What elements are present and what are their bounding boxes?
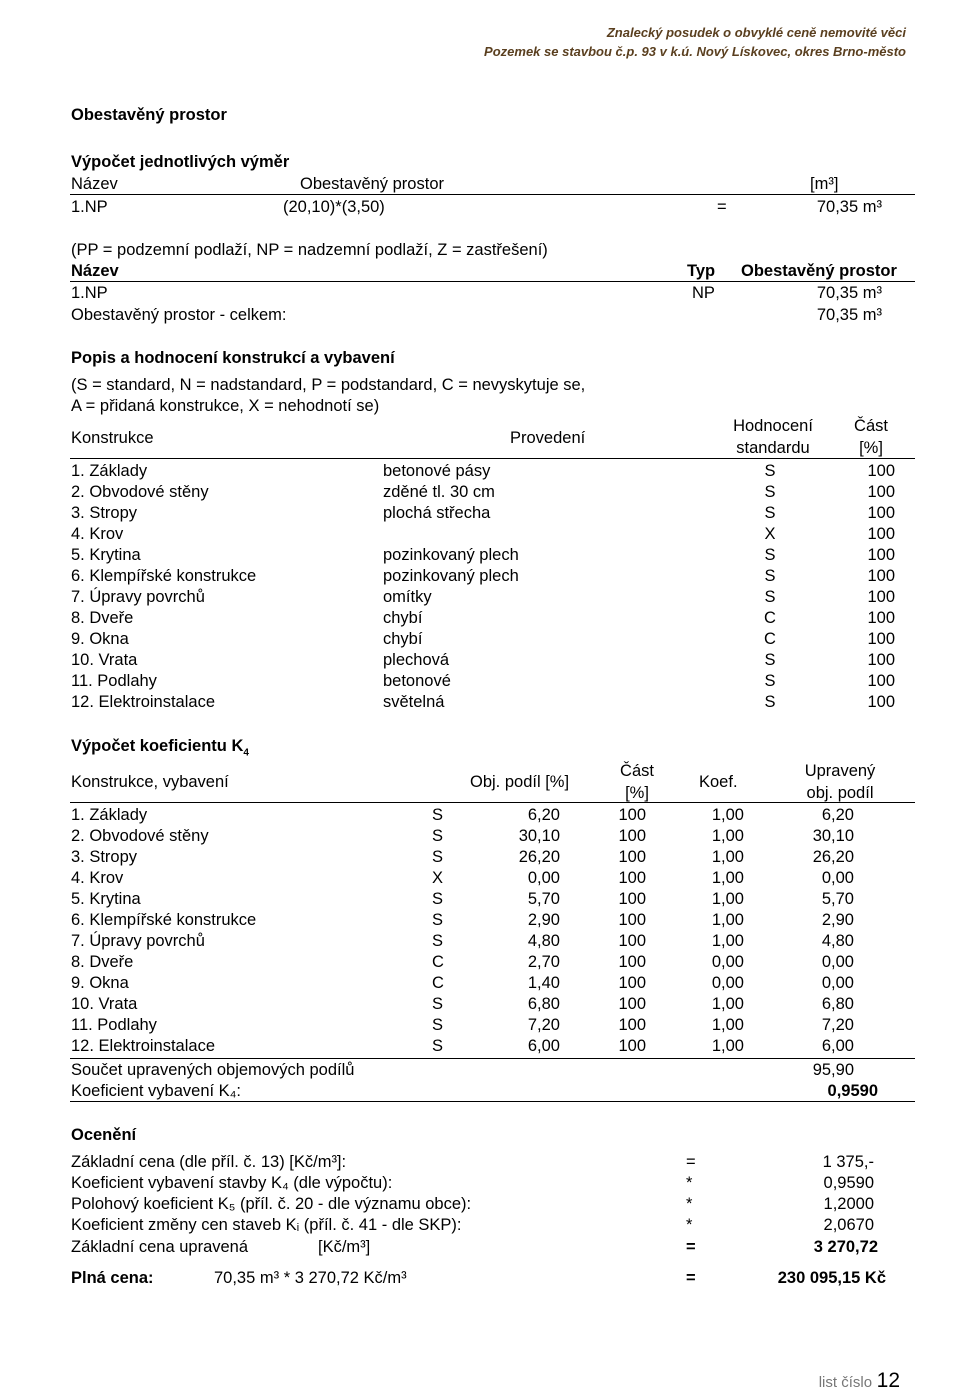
construction-name: 2. Obvodové stěny xyxy=(71,483,209,501)
k4-row-share: 0,00 xyxy=(527,869,560,887)
k4-row-adjusted: 30,10 xyxy=(812,827,854,845)
k4-row-adjusted: 0,00 xyxy=(821,869,854,887)
k4-row-coef: 1,00 xyxy=(711,827,744,845)
construction-rating: S xyxy=(764,504,776,522)
k4-row-coef: 0,00 xyxy=(711,974,744,992)
k4-row-share: 30,10 xyxy=(518,827,560,845)
k4-col-part-2: [%] xyxy=(625,784,649,802)
k4-row-name: 4. Krov xyxy=(71,869,124,887)
k4-row-coef: 0,00 xyxy=(711,953,744,971)
k4-row-rating: C xyxy=(432,953,444,971)
k4-row-rating: S xyxy=(432,890,444,908)
constructions-col-part-2: [%] xyxy=(859,439,883,457)
valuation-row-op: * xyxy=(686,1195,693,1213)
construction-name: 10. Vrata xyxy=(71,651,138,669)
construction-rating: C xyxy=(764,609,776,627)
construction-rating: S xyxy=(764,651,776,669)
construction-name: 11. Podlahy xyxy=(71,672,157,690)
construction-execution: chybí xyxy=(383,630,423,648)
k4-row-part: 100 xyxy=(618,1037,646,1055)
summary-total-label: Obestavěný prostor - celkem: xyxy=(71,306,287,324)
construction-rating: S xyxy=(764,462,776,480)
k4-row-adjusted: 26,20 xyxy=(812,848,854,866)
footer-label: list číslo xyxy=(818,1374,873,1391)
valuation-row-value: 1,2000 xyxy=(823,1195,874,1213)
construction-name: 3. Stropy xyxy=(71,504,138,522)
k4-row-share: 6,20 xyxy=(527,806,560,824)
k4-row-share: 2,70 xyxy=(527,953,560,971)
k4-row-share: 2,90 xyxy=(527,911,560,929)
k4-row-name: 2. Obvodové stěny xyxy=(71,827,209,845)
construction-part: 100 xyxy=(867,672,895,690)
k4-col-adj-2: obj. podíl xyxy=(806,784,874,802)
valuation-heading: Ocenění xyxy=(71,1126,137,1144)
k4-sum-label: Součet upravených objemových podílů xyxy=(71,1061,355,1079)
constructions-heading: Popis a hodnocení konstrukcí a vybavení xyxy=(71,349,395,367)
construction-execution: omítky xyxy=(383,588,432,606)
full-price-value: 230 095,15 Kč xyxy=(777,1269,886,1287)
construction-execution: pozinkovaný plech xyxy=(383,546,519,564)
k4-row-part: 100 xyxy=(618,806,646,824)
summary-row-value: 70,35 m³ xyxy=(816,284,882,302)
k4-heading: Výpočet koeficientu $K_4$ xyxy=(71,737,249,759)
construction-name: 5. Krytina xyxy=(71,546,141,564)
k4-row-share: 1,40 xyxy=(527,974,560,992)
construction-name: 12. Elektroinstalace xyxy=(71,693,215,711)
calc-heading: Výpočet jednotlivých výměr xyxy=(71,153,290,171)
k4-row-coef: 1,00 xyxy=(711,1016,744,1034)
construction-rating: S xyxy=(764,483,776,501)
summary-row-name: 1.NP xyxy=(71,284,108,302)
constructions-col-rating-2: standardu xyxy=(736,439,810,457)
constructions-header-rule xyxy=(70,458,915,459)
full-price-op: = xyxy=(686,1269,696,1287)
k4-row-name: 6. Klempířské konstrukce xyxy=(71,911,257,929)
construction-part: 100 xyxy=(867,504,895,522)
k4-col-adj-1: Upravený xyxy=(804,762,876,780)
page-number: 12 xyxy=(876,1369,900,1392)
valuation-row-value: 2,0670 xyxy=(823,1216,874,1234)
k4-row-rating: S xyxy=(432,1037,444,1055)
k4-row-part: 100 xyxy=(618,974,646,992)
valuation-row-label: Základní cena (dle příl. č. 13) [Kč/m³]: xyxy=(71,1153,347,1171)
k4-row-part: 100 xyxy=(618,869,646,887)
k4-row-name: 7. Úpravy povrchů xyxy=(71,932,205,950)
construction-rating: S xyxy=(764,672,776,690)
k4-row-coef: 1,00 xyxy=(711,932,744,950)
k4-coef-value: 0,9590 xyxy=(827,1082,878,1100)
constructions-col-part-1: Část xyxy=(854,417,888,435)
construction-name: 9. Okna xyxy=(71,630,129,648)
k4-row-name: 8. Dveře xyxy=(71,953,134,971)
construction-rating: S xyxy=(764,588,776,606)
k4-row-name: 3. Stropy xyxy=(71,848,138,866)
k4-row-coef: 1,00 xyxy=(711,995,744,1013)
k4-header-rule xyxy=(70,802,915,803)
construction-part: 100 xyxy=(867,630,895,648)
calc-col-space: Obestavěný prostor xyxy=(300,175,444,193)
valuation-adjusted-op: = xyxy=(686,1238,696,1256)
k4-row-coef: 1,00 xyxy=(711,869,744,887)
construction-part: 100 xyxy=(867,546,895,564)
valuation-adjusted-value: 3 270,72 xyxy=(813,1238,878,1256)
k4-col-share: Obj. podíl [%] xyxy=(470,773,570,791)
k4-row-part: 100 xyxy=(618,890,646,908)
k4-row-rating: S xyxy=(432,932,444,950)
k4-row-part: 100 xyxy=(618,848,646,866)
valuation-row-op: * xyxy=(686,1174,693,1192)
full-price-formula: 70,35 m³ * 3 270,72 Kč/m³ xyxy=(214,1269,407,1287)
k4-row-share: 6,80 xyxy=(527,995,560,1013)
k4-row-rating: S xyxy=(432,806,444,824)
k4-coef-label: Koeficient vybavení K₄: xyxy=(71,1082,241,1100)
construction-name: 4. Krov xyxy=(71,525,124,543)
construction-part: 100 xyxy=(867,588,895,606)
calc-header-rule xyxy=(70,194,915,195)
full-price-label: Plná cena: xyxy=(71,1269,154,1287)
construction-execution: pozinkovaný plech xyxy=(383,567,519,585)
k4-row-name: 12. Elektroinstalace xyxy=(71,1037,215,1055)
k4-row-adjusted: 0,00 xyxy=(821,953,854,971)
construction-execution: betonové xyxy=(383,672,451,690)
constructions-legend-2: A = přidaná konstrukce, X = nehodnotí se) xyxy=(71,397,380,415)
k4-row-adjusted: 4,80 xyxy=(821,932,854,950)
construction-part: 100 xyxy=(867,567,895,585)
construction-execution: plechová xyxy=(383,651,450,669)
header-line2: Pozemek se stavbou č.p. 93 v k.ú. Nový Lískovec, okres Brno-město xyxy=(484,44,906,59)
constructions-col-construction: Konstrukce xyxy=(71,429,154,447)
summary-header-rule xyxy=(70,281,915,282)
k4-row-share: 6,00 xyxy=(527,1037,560,1055)
calc-col-unit: [m³] xyxy=(810,175,839,193)
valuation-row-value: 1 375,- xyxy=(822,1153,874,1171)
construction-rating: X xyxy=(764,525,776,543)
k4-sum-value: 95,90 xyxy=(812,1061,854,1079)
calc-row-eq: = xyxy=(717,198,727,216)
k4-col-part-1: Část xyxy=(620,762,654,780)
header-line1: Znalecký posudek o obvyklé ceně nemovité věci xyxy=(606,25,906,40)
k4-row-adjusted: 6,20 xyxy=(821,806,854,824)
valuation-row-op: * xyxy=(686,1216,693,1234)
k4-row-share: 4,80 xyxy=(527,932,560,950)
valuation-row-label: Koeficient vybavení stavby K₄ (dle výpočtu): xyxy=(71,1174,393,1192)
construction-rating: S xyxy=(764,567,776,585)
constructions-col-execution: Provedení xyxy=(510,429,586,447)
k4-row-adjusted: 2,90 xyxy=(821,911,854,929)
construction-name: 7. Úpravy povrchů xyxy=(71,588,205,606)
summary-row-type: NP xyxy=(692,284,715,302)
k4-row-rating: S xyxy=(432,827,444,845)
floor-legend: (PP = podzemní podlaží, NP = nadzemní podlaží, Z = zastřešení) xyxy=(71,241,548,259)
k4-row-name: 9. Okna xyxy=(71,974,129,992)
construction-part: 100 xyxy=(867,525,895,543)
construction-execution: chybí xyxy=(383,609,423,627)
construction-part: 100 xyxy=(867,651,895,669)
k4-body-rule xyxy=(70,1058,915,1059)
summary-col-space: Obestavěný prostor xyxy=(741,262,897,280)
calc-col-name: Název xyxy=(71,175,118,193)
k4-row-coef: 1,00 xyxy=(711,1037,744,1055)
construction-name: 6. Klempířské konstrukce xyxy=(71,567,257,585)
k4-row-adjusted: 6,80 xyxy=(821,995,854,1013)
k4-row-coef: 1,00 xyxy=(711,890,744,908)
k4-row-part: 100 xyxy=(618,932,646,950)
k4-row-adjusted: 0,00 xyxy=(821,974,854,992)
k4-row-rating: S xyxy=(432,995,444,1013)
construction-execution: betonové pásy xyxy=(383,462,491,480)
k4-row-rating: S xyxy=(432,911,444,929)
k4-row-part: 100 xyxy=(618,995,646,1013)
construction-rating: S xyxy=(764,546,776,564)
calc-row-value: 70,35 m³ xyxy=(816,198,882,216)
k4-row-name: 10. Vrata xyxy=(71,995,138,1013)
construction-part: 100 xyxy=(867,693,895,711)
k4-row-name: 11. Podlahy xyxy=(71,1016,157,1034)
k4-row-part: 100 xyxy=(618,911,646,929)
construction-execution: plochá střecha xyxy=(383,504,491,522)
k4-row-part: 100 xyxy=(618,827,646,845)
k4-row-adjusted: 7,20 xyxy=(821,1016,854,1034)
valuation-row-op: = xyxy=(686,1153,696,1171)
k4-row-share: 7,20 xyxy=(527,1016,560,1034)
k4-row-name: 1. Základy xyxy=(71,806,148,824)
k4-row-part: 100 xyxy=(618,1016,646,1034)
summary-col-name: Název xyxy=(71,262,119,280)
valuation-adjusted-unit: [Kč/m³] xyxy=(318,1238,371,1256)
page-title: Obestavěný prostor xyxy=(71,106,227,124)
k4-col-coef: Koef. xyxy=(699,773,738,791)
construction-name: 8. Dveře xyxy=(71,609,134,627)
valuation-row-label: Koeficient změny cen staveb Kᵢ (příl. č. 41 - dle SKP): xyxy=(71,1216,462,1234)
construction-name: 1. Základy xyxy=(71,462,148,480)
construction-execution: zděné tl. 30 cm xyxy=(383,483,495,501)
valuation-row-value: 0,9590 xyxy=(823,1174,874,1192)
constructions-col-rating-1: Hodnocení xyxy=(733,417,813,435)
k4-row-coef: 1,00 xyxy=(711,911,744,929)
k4-row-coef: 1,00 xyxy=(711,848,744,866)
construction-part: 100 xyxy=(867,483,895,501)
valuation-row-label: Polohový koeficient K₅ (příl. č. 20 - dle významu obce): xyxy=(71,1195,472,1213)
k4-row-rating: X xyxy=(432,869,444,887)
construction-execution: světelná xyxy=(383,693,445,711)
construction-part: 100 xyxy=(867,462,895,480)
k4-row-share: 26,20 xyxy=(518,848,560,866)
valuation-adjusted-label: Základní cena upravená xyxy=(71,1238,249,1256)
k4-row-coef: 1,00 xyxy=(711,806,744,824)
summary-col-type: Typ xyxy=(687,262,716,280)
k4-row-name: 5. Krytina xyxy=(71,890,141,908)
k4-bottom-rule xyxy=(70,1101,915,1102)
summary-total-value: 70,35 m³ xyxy=(816,306,882,324)
k4-row-adjusted: 6,00 xyxy=(821,1037,854,1055)
k4-row-rating: S xyxy=(432,1016,444,1034)
k4-row-part: 100 xyxy=(618,953,646,971)
k4-col-construction: Konstrukce, vybavení xyxy=(71,773,229,791)
calc-row-formula: (20,10)*(3,50) xyxy=(283,198,385,216)
constructions-legend-1: (S = standard, N = nadstandard, P = podstandard, C = nevyskytuje se, xyxy=(71,376,586,394)
construction-part: 100 xyxy=(867,609,895,627)
k4-row-rating: S xyxy=(432,848,444,866)
k4-row-adjusted: 5,70 xyxy=(821,890,854,908)
k4-row-share: 5,70 xyxy=(527,890,560,908)
k4-row-rating: C xyxy=(432,974,444,992)
calc-row-name: 1.NP xyxy=(71,198,108,216)
construction-rating: C xyxy=(764,630,776,648)
page-footer xyxy=(819,1370,900,1394)
construction-rating: S xyxy=(764,693,776,711)
